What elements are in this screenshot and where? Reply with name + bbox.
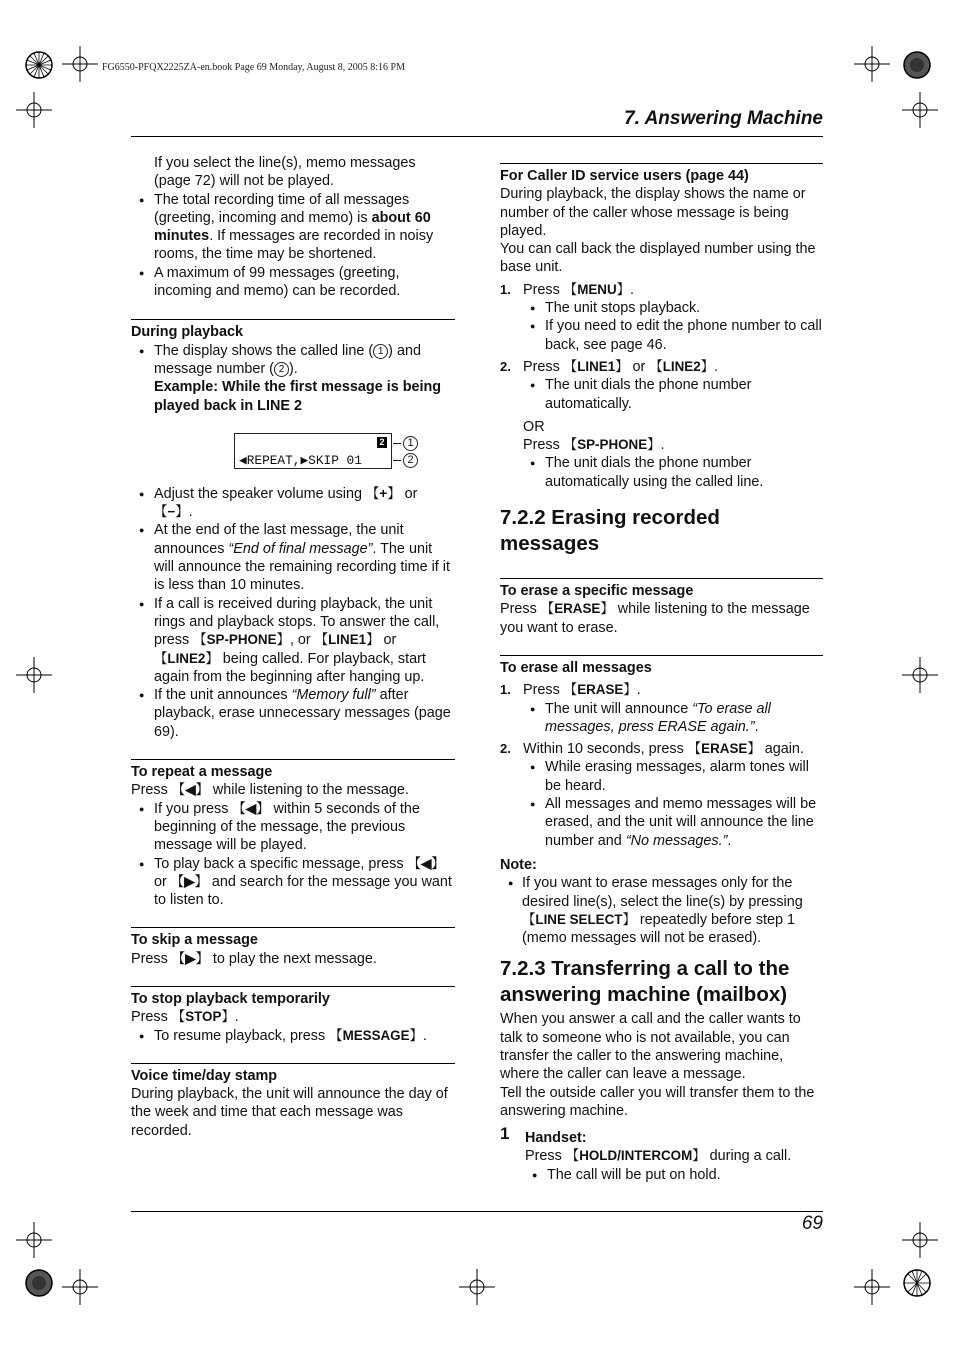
- erase-all-step-2-bullet-2: ● All messages and memo messages will be erased, and the unit will announce the line number and “No messages.”.: [500, 795, 823, 850]
- note-label: Note:: [500, 856, 537, 873]
- bullet-end-message: ● At the end of the last message, the unit announces “End of final message”. The unit will announce the remaining recording time if it is less than 10 minutes.: [131, 521, 455, 594]
- repeat-bullet-2: ● To play back a specific message, press 【 ◀ 】 or 【 ▶ 】 and search for the message you want to listen to.: [131, 855, 455, 910]
- bullet-memory-full: ● If the unit announces “Memory full” after playback, erase unnecessary messages (page 69).: [131, 686, 455, 741]
- line-indicator-badge: 2: [377, 437, 387, 448]
- left-column: [131, 154, 455, 1140]
- caller-id-step-2: 2. Press 【 LINE1 】 or 【 LINE2 】 .: [500, 358, 823, 376]
- crosshair-mark-top: [60, 44, 100, 84]
- voice-text: During playback, the unit will announce the day of the week and time that each message was recorded.: [131, 1086, 448, 1139]
- repeat-heading: To repeat a message: [131, 759, 455, 781]
- erasing-section-title: 7.2.2 Erasing recorded messages: [500, 506, 720, 556]
- crosshair-mark-right-upper: [900, 90, 940, 130]
- crosshair-mark-left-middle: [14, 655, 54, 695]
- erase-specific-text: Press 【 ERASE 】 while listening to the message you want to erase.: [500, 600, 823, 637]
- intro-text: If you select the line(s), memo messages (page 72) will not be played.: [154, 155, 416, 190]
- repeat-bullet-1: ● If you press 【 ◀ 】 within 5 seconds of the beginning of the message, the previous message will be played.: [131, 800, 455, 855]
- skip-heading: To skip a message: [131, 927, 455, 949]
- step-number: 1: [500, 1124, 510, 1144]
- callout-ref-1: 1: [373, 344, 388, 359]
- caller-id-step-2-bullet: ● The unit dials the phone number automatically.: [500, 376, 823, 413]
- header-rule: [131, 136, 823, 137]
- erase-all-step-2-bullet-1: ● While erasing messages, alarm tones will be heard.: [500, 758, 823, 795]
- registration-mark-top-right: [892, 40, 942, 90]
- erase-specific-heading: To erase a specific message: [500, 578, 823, 600]
- lcd-illustration: [131, 415, 455, 485]
- registration-mark-bottom-left: [14, 1258, 64, 1308]
- stop-bullet: ● To resume playback, press 【 MESSAGE 】 .: [131, 1027, 455, 1045]
- transfer-p2: Tell the outside caller you will transfer them to the answering machine.: [500, 1084, 815, 1119]
- erase-all-step-2: 2. Within 10 seconds, press 【 ERASE 】 again.: [500, 740, 823, 758]
- stop-text: Press 【 STOP 】 .: [131, 1008, 455, 1026]
- caller-id-alt-bullet: ● The unit dials the phone number automatically using the called line.: [500, 454, 823, 491]
- transfer-section-title: 7.2.3 Transferring a call to the answering machine (mailbox): [500, 957, 790, 1007]
- step-label: Handset:: [525, 1130, 587, 1147]
- caller-id-heading: For Caller ID service users (page 44): [500, 163, 823, 185]
- crosshair-mark-right-middle: [900, 655, 940, 695]
- page-number: 69: [801, 1213, 823, 1234]
- transfer-p1: When you answer a call and the caller wants to talk to someone who is not available, you can transfer the caller to the answering machine, where the caller can leave a message.: [500, 1011, 801, 1083]
- registration-mark-bottom-right: [892, 1258, 942, 1308]
- bullet-display-info: ● The display shows the called line ( 1 ) and message number ( 2 ).: [131, 342, 455, 379]
- erase-all-step-1: 1. Press 【 ERASE 】 .: [500, 681, 823, 699]
- crosshair-mark-bottom-right: [852, 1267, 892, 1307]
- bullet-call-received: ● If a call is received during playback, the unit rings and playback stops. To answer the call, press 【 SP-PHONE 】 , or 【 LINE1 】 or 【 LINE2 】 being called. For playback, start again from the beginning after hanging up.: [131, 595, 455, 686]
- crosshair-mark-left-upper: [14, 90, 54, 130]
- erase-all-heading: To erase all messages: [500, 655, 823, 677]
- file-info: FG6550-PFQX2225ZA-en.book Page 69 Monday, August 8, 2005 8:16 PM: [102, 62, 405, 73]
- right-column: [500, 163, 823, 1184]
- repeat-text: Press 【 ◀ 】 while listening to the message.: [131, 781, 455, 799]
- during-playback-heading: During playback: [131, 319, 455, 341]
- chapter-title: 7. Answering Machine: [624, 108, 823, 129]
- caller-id-p2: You can call back the displayed number using the base unit.: [500, 241, 816, 276]
- caller-id-step-1: 1. Press 【 MENU 】 .: [500, 281, 823, 299]
- bullet-max-messages: ● A maximum of 99 messages (greeting, incoming and memo) can be recorded.: [131, 264, 455, 301]
- transfer-step-1: [500, 1124, 823, 1166]
- step-instruction: Press 【 HOLD/INTERCOM 】 during a call.: [525, 1147, 823, 1165]
- caller-id-alt-step: Press 【 SP-PHONE 】 .: [523, 436, 823, 454]
- example-caption: Example: While the first message is being played back in LINE 2: [154, 379, 442, 414]
- note-bullet: ● If you want to erase messages only for the desired line(s), select the line(s) by pressing 【 LINE SELECT 】 repeatedly before step 1 (memo messages will not be erased).: [500, 874, 823, 947]
- lcd-text: ◀REPEAT,▶SKIP 01: [239, 452, 362, 468]
- erase-all-step-1-bullet: ● The unit will announce “To erase all messages, press ERASE again.”.: [500, 700, 823, 737]
- crosshair-mark-bottom-center: [457, 1267, 497, 1307]
- bullet-recording-time: ● The total recording time of all messages (greeting, incoming and memo) is about 60 minutes. If messages are recorded in noisy rooms, the time may be shortened.: [131, 191, 455, 264]
- crosshair-mark-left-lower: [14, 1220, 54, 1260]
- footer-rule: [131, 1211, 823, 1212]
- caller-id-step-1-bullet-2: ● If you need to edit the phone number to call back, see page 46.: [500, 317, 823, 354]
- callout-1: 1: [403, 436, 418, 451]
- or-text: OR: [523, 418, 545, 435]
- caller-id-p1: During playback, the display shows the name or number of the caller whose message is being played.: [500, 186, 806, 239]
- skip-text: Press 【 ▶ 】 to play the next message.: [131, 950, 455, 968]
- caller-id-step-1-bullet-1: ● The unit stops playback.: [500, 299, 823, 317]
- callout-2: 2: [403, 453, 418, 468]
- crosshair-mark-bottom-left: [60, 1267, 100, 1307]
- lcd-display: [234, 433, 392, 469]
- registration-mark-top-left: [14, 40, 64, 90]
- bullet-volume: ● Adjust the speaker volume using 【 + 】 or 【 − 】 .: [131, 485, 455, 522]
- callout-ref-2: 2: [274, 362, 289, 377]
- stop-heading: To stop playback temporarily: [131, 986, 455, 1008]
- voice-heading: Voice time/day stamp: [131, 1063, 455, 1085]
- transfer-step-bullet: ● The call will be put on hold.: [500, 1166, 823, 1184]
- crosshair-mark-right-lower: [900, 1220, 940, 1260]
- crosshair-mark-top-right: [852, 44, 892, 84]
